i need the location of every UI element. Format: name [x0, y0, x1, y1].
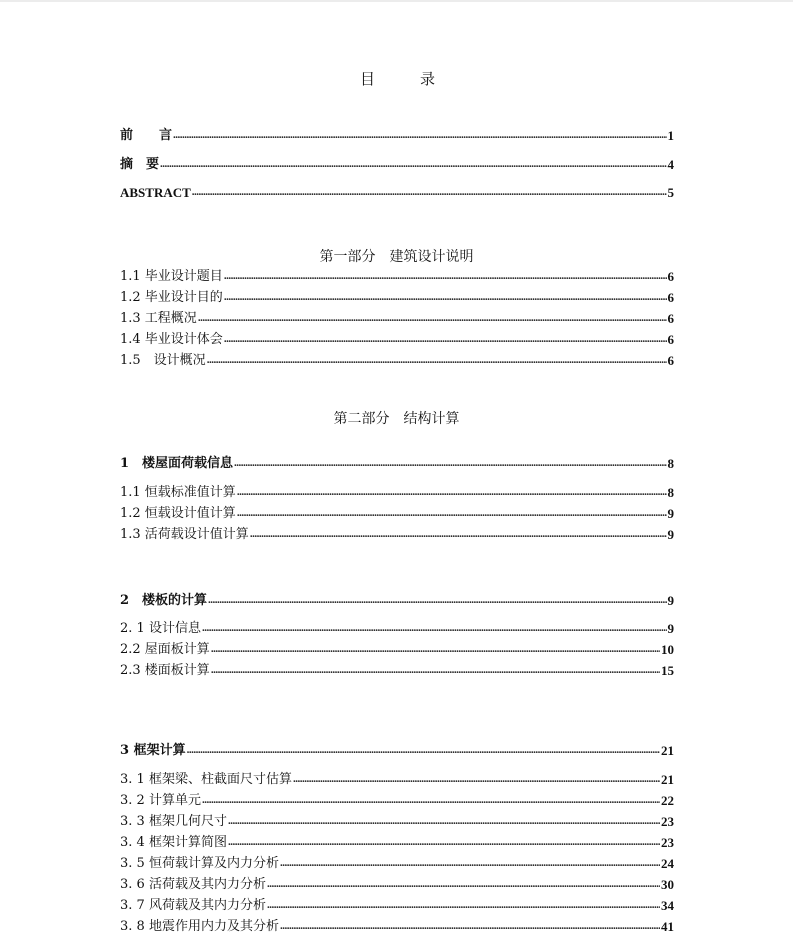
toc-title-char-1: 目 [360, 70, 376, 88]
toc-entry-abstract-en[interactable]: ABSTRACT ..... 5 [120, 184, 674, 201]
toc-entry[interactable]: 1.3 活荷载设计值计算 ..... 9 [120, 526, 674, 543]
toc-entry[interactable]: 1.4 毕业设计体会 ..... 6 [120, 331, 674, 348]
toc-entry[interactable]: 1.1 毕业设计题目 ..... 6 [120, 268, 674, 285]
toc-chapter-heading[interactable]: 3 框架计算 ..... 21 [120, 742, 674, 759]
part1-title: 第一部分 建筑设计说明 [319, 249, 474, 265]
toc-entry[interactable]: 1.2 恒载设计值计算 ..... 9 [120, 505, 674, 522]
toc-entry[interactable]: 2.2 屋面板计算 ..... 10 [120, 641, 674, 658]
toc-entry[interactable]: 3. 4 框架计算简图 ..... 23 [120, 834, 674, 851]
toc-title-char-2: 录 [420, 70, 436, 88]
toc-entry[interactable]: 1.1 恒载标准值计算 ..... 8 [120, 484, 674, 501]
toc-entry[interactable]: 3. 3 框架几何尺寸 ..... 23 [120, 813, 674, 830]
toc-entry[interactable]: 2. 1 设计信息 ..... 9 [120, 620, 674, 637]
part2-title: 第二部分 结构计算 [333, 411, 460, 427]
toc-entry[interactable]: 3. 2 计算单元 ..... 22 [120, 792, 674, 809]
toc-entry-abstract-cn[interactable]: 摘 要 ..... 4 [120, 156, 674, 173]
toc-entry[interactable]: 1.3 工程概况 ..... 6 [120, 310, 674, 327]
page-top-border [0, 0, 793, 2]
toc-entry[interactable]: 1.5 设计概况 ..... 6 [120, 352, 674, 369]
toc-entry[interactable]: 3. 8 地震作用内力及其分析 ..... 41 [120, 918, 674, 935]
toc-entry[interactable]: 3. 6 活荷载及其内力分析 ..... 30 [120, 876, 674, 893]
toc-entry[interactable]: 2.3 楼面板计算 ..... 15 [120, 662, 674, 679]
toc-entry[interactable]: 1.2 毕业设计目的 ..... 6 [120, 289, 674, 306]
toc-entry[interactable]: 3. 5 恒荷载计算及内力分析 ..... 24 [120, 855, 674, 872]
toc-entry[interactable]: 3. 1 框架梁、柱截面尺寸估算 ..... 21 [120, 771, 674, 788]
toc-chapter-heading[interactable]: 1 楼屋面荷载信息 ..... 8 [120, 455, 674, 472]
toc-chapter-heading[interactable]: 2 楼板的计算 ..... 9 [120, 592, 674, 609]
toc-entry[interactable]: 3. 7 风荷载及其内力分析 ..... 34 [120, 897, 674, 914]
toc-entry-preface[interactable]: 前 言 ..... 1 [120, 127, 674, 144]
